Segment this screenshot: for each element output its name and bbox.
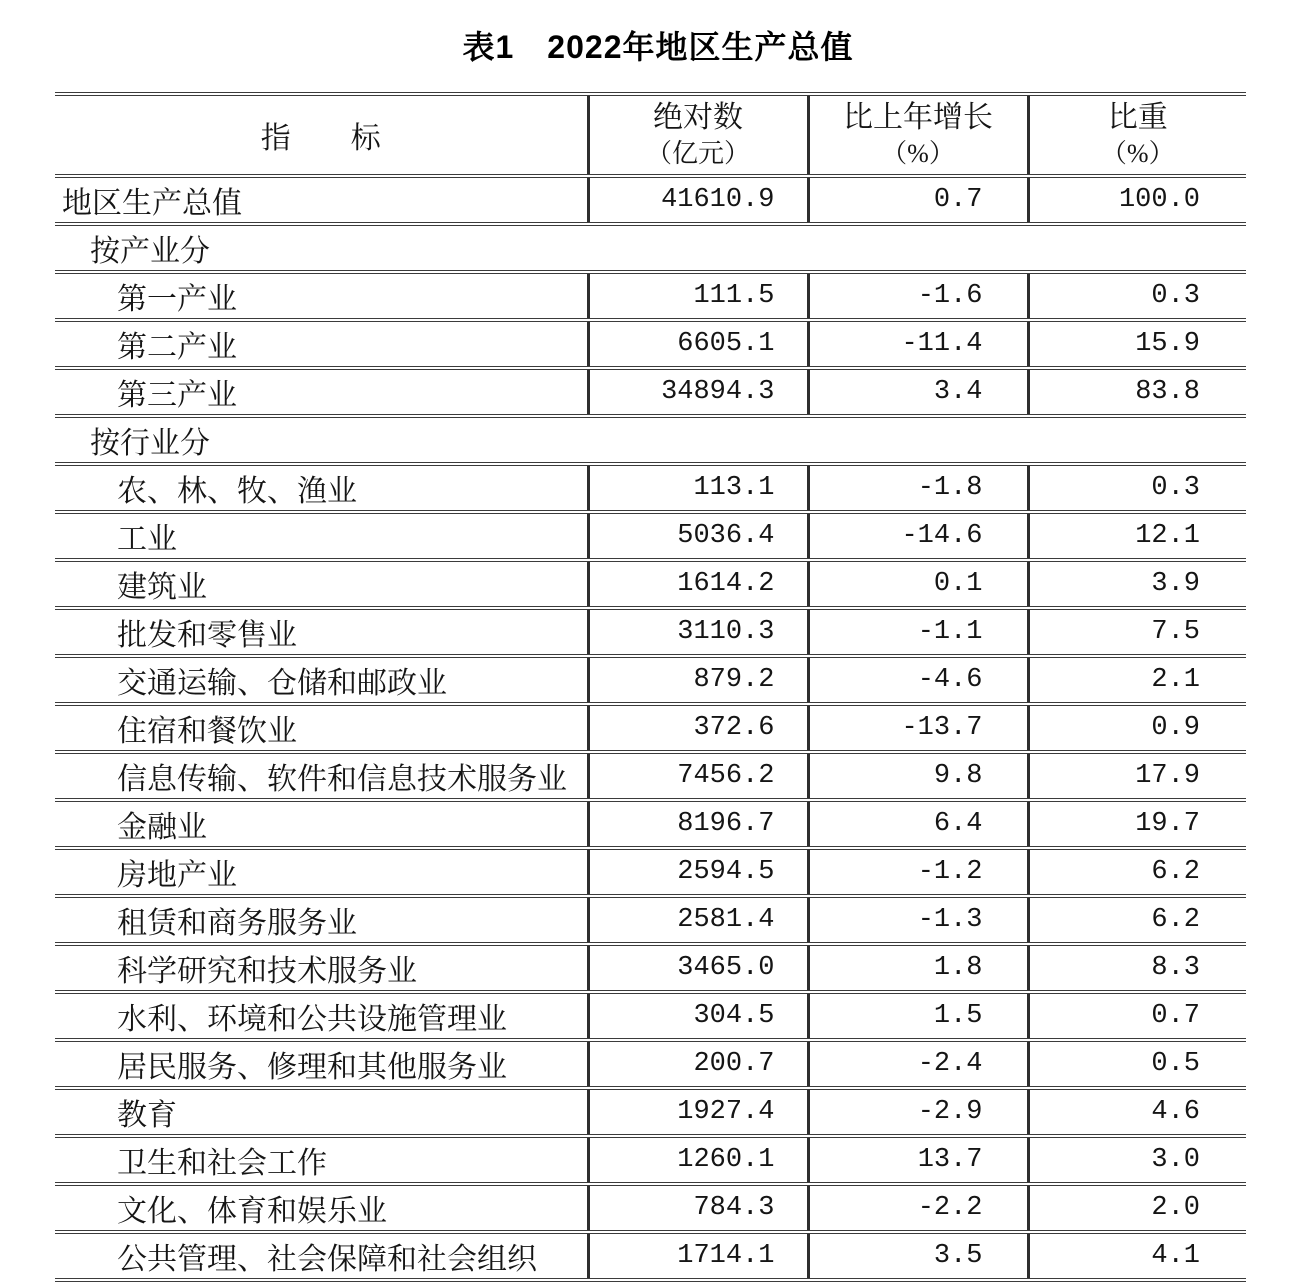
col-header-share [1028, 94, 1246, 176]
col-header-share-unit: （%） [1100, 139, 1175, 168]
page-title: 表1 2022年地区生产总值 [462, 29, 854, 65]
growth-value-cell: 1.5 [808, 992, 1028, 1040]
table-row [55, 560, 1246, 608]
growth-value-cell: 3.5 [808, 1232, 1028, 1280]
absolute-value-cell: 113.1 [588, 464, 808, 512]
share-value-cell: 0.3 [1028, 272, 1246, 320]
share-value-cell: 0.9 [1028, 704, 1246, 752]
share-value-cell: 7.5 [1028, 608, 1246, 656]
share-value-cell: 83.8 [1028, 368, 1246, 416]
indicator-cell: 公共管理、社会保障和社会组织 [55, 1232, 588, 1280]
absolute-value-cell: 1927.4 [588, 1088, 808, 1136]
table-row [55, 896, 1246, 944]
indicator-cell: 工业 [55, 512, 588, 560]
growth-value-cell: -13.7 [808, 704, 1028, 752]
share-value-cell: 0.7 [1028, 992, 1246, 1040]
col-header-absolute [588, 94, 808, 176]
indicator-cell: 房地产业 [55, 848, 588, 896]
table-row [55, 1088, 1246, 1136]
absolute-value-cell: 879.2 [588, 656, 808, 704]
growth-value-cell: 3.4 [808, 368, 1028, 416]
table-row [55, 608, 1246, 656]
indicator-cell: 科学研究和技术服务业 [55, 944, 588, 992]
growth-value-cell: -1.8 [808, 464, 1028, 512]
table-row [55, 800, 1246, 848]
indicator-cell: 住宿和餐饮业 [55, 704, 588, 752]
indicator-cell: 卫生和社会工作 [55, 1136, 588, 1184]
indicator-cell: 第一产业 [55, 272, 588, 320]
share-value-cell: 12.1 [1028, 512, 1246, 560]
table-row [55, 1184, 1246, 1232]
share-value-cell: 4.6 [1028, 1088, 1246, 1136]
absolute-value-cell: 1614.2 [588, 560, 808, 608]
col-header-growth-unit: （%） [881, 139, 955, 168]
col-header-indicator: 指 标 [55, 94, 588, 176]
table-row [55, 272, 1246, 320]
table-row [55, 704, 1246, 752]
growth-value-cell: -4.6 [808, 656, 1028, 704]
share-value-cell: 0.3 [1028, 464, 1246, 512]
section-label-cell: 按行业分 [55, 416, 1246, 464]
absolute-value-cell: 372.6 [588, 704, 808, 752]
indicator-cell: 教育 [55, 1088, 588, 1136]
indicator-cell: 居民服务、修理和其他服务业 [55, 1040, 588, 1088]
table-row [55, 752, 1246, 800]
share-value-cell: 19.7 [1028, 800, 1246, 848]
share-value-cell: 4.1 [1028, 1232, 1246, 1280]
absolute-value-cell: 34894.3 [588, 368, 808, 416]
growth-value-cell: -1.3 [808, 896, 1028, 944]
absolute-value-cell: 2581.4 [588, 896, 808, 944]
header-row [55, 94, 1246, 176]
section-row [55, 224, 1246, 272]
table-row [55, 512, 1246, 560]
share-value-cell: 100.0 [1028, 176, 1246, 224]
growth-value-cell: -14.6 [808, 512, 1028, 560]
indicator-cell: 农、林、牧、渔业 [55, 464, 588, 512]
absolute-value-cell: 304.5 [588, 992, 808, 1040]
share-value-cell: 15.9 [1028, 320, 1246, 368]
indicator-cell: 文化、体育和娱乐业 [55, 1184, 588, 1232]
share-value-cell: 17.9 [1028, 752, 1246, 800]
growth-value-cell: 0.1 [808, 560, 1028, 608]
indicator-cell: 批发和零售业 [55, 608, 588, 656]
col-header-absolute-unit: （亿元） [645, 139, 750, 168]
table-row [55, 1232, 1246, 1280]
table-row [55, 656, 1246, 704]
share-value-cell: 2.0 [1028, 1184, 1246, 1232]
growth-value-cell: 1.8 [808, 944, 1028, 992]
table-row [55, 176, 1246, 224]
share-value-cell: 2.1 [1028, 656, 1246, 704]
absolute-value-cell: 1260.1 [588, 1136, 808, 1184]
growth-value-cell: -1.6 [808, 272, 1028, 320]
absolute-value-cell: 1714.1 [588, 1232, 808, 1280]
table-row [55, 1040, 1246, 1088]
share-value-cell: 3.9 [1028, 560, 1246, 608]
indicator-cell: 水利、环境和公共设施管理业 [55, 992, 588, 1040]
growth-value-cell: 9.8 [808, 752, 1028, 800]
table-row [55, 848, 1246, 896]
absolute-value-cell: 3465.0 [588, 944, 808, 992]
absolute-value-cell: 784.3 [588, 1184, 808, 1232]
growth-value-cell: 0.7 [808, 176, 1028, 224]
absolute-value-cell: 3110.3 [588, 608, 808, 656]
section-label-cell: 按产业分 [55, 224, 1246, 272]
gdp-table [55, 92, 1246, 1282]
table-row [55, 944, 1246, 992]
indicator-cell: 租赁和商务服务业 [55, 896, 588, 944]
indicator-cell: 建筑业 [55, 560, 588, 608]
indicator-cell: 信息传输、软件和信息技术服务业 [55, 752, 588, 800]
growth-value-cell: -2.2 [808, 1184, 1028, 1232]
absolute-value-cell: 5036.4 [588, 512, 808, 560]
absolute-value-cell: 41610.9 [588, 176, 808, 224]
table-row [55, 368, 1246, 416]
growth-value-cell: 6.4 [808, 800, 1028, 848]
indicator-cell: 交通运输、仓储和邮政业 [55, 656, 588, 704]
col-header-absolute-line1: 绝对数 [653, 101, 743, 134]
share-value-cell: 0.5 [1028, 1040, 1246, 1088]
col-header-growth-line1: 比上年增长 [843, 101, 993, 134]
table-row [55, 464, 1246, 512]
growth-value-cell: 13.7 [808, 1136, 1028, 1184]
growth-value-cell: -2.9 [808, 1088, 1028, 1136]
share-value-cell: 6.2 [1028, 848, 1246, 896]
absolute-value-cell: 111.5 [588, 272, 808, 320]
absolute-value-cell: 200.7 [588, 1040, 808, 1088]
table-row [55, 992, 1246, 1040]
growth-value-cell: -1.2 [808, 848, 1028, 896]
growth-value-cell: -11.4 [808, 320, 1028, 368]
indicator-cell: 第三产业 [55, 368, 588, 416]
absolute-value-cell: 6605.1 [588, 320, 808, 368]
share-value-cell: 6.2 [1028, 896, 1246, 944]
section-row [55, 416, 1246, 464]
indicator-cell: 地区生产总值 [55, 176, 588, 224]
share-value-cell: 8.3 [1028, 944, 1246, 992]
indicator-cell: 金融业 [55, 800, 588, 848]
col-header-growth [808, 94, 1028, 176]
absolute-value-cell: 8196.7 [588, 800, 808, 848]
share-value-cell: 3.0 [1028, 1136, 1246, 1184]
indicator-cell: 第二产业 [55, 320, 588, 368]
table-row [55, 320, 1246, 368]
col-header-share-line1: 比重 [1107, 101, 1168, 134]
growth-value-cell: -2.4 [808, 1040, 1028, 1088]
table-row [55, 1136, 1246, 1184]
absolute-value-cell: 2594.5 [588, 848, 808, 896]
absolute-value-cell: 7456.2 [588, 752, 808, 800]
growth-value-cell: -1.1 [808, 608, 1028, 656]
